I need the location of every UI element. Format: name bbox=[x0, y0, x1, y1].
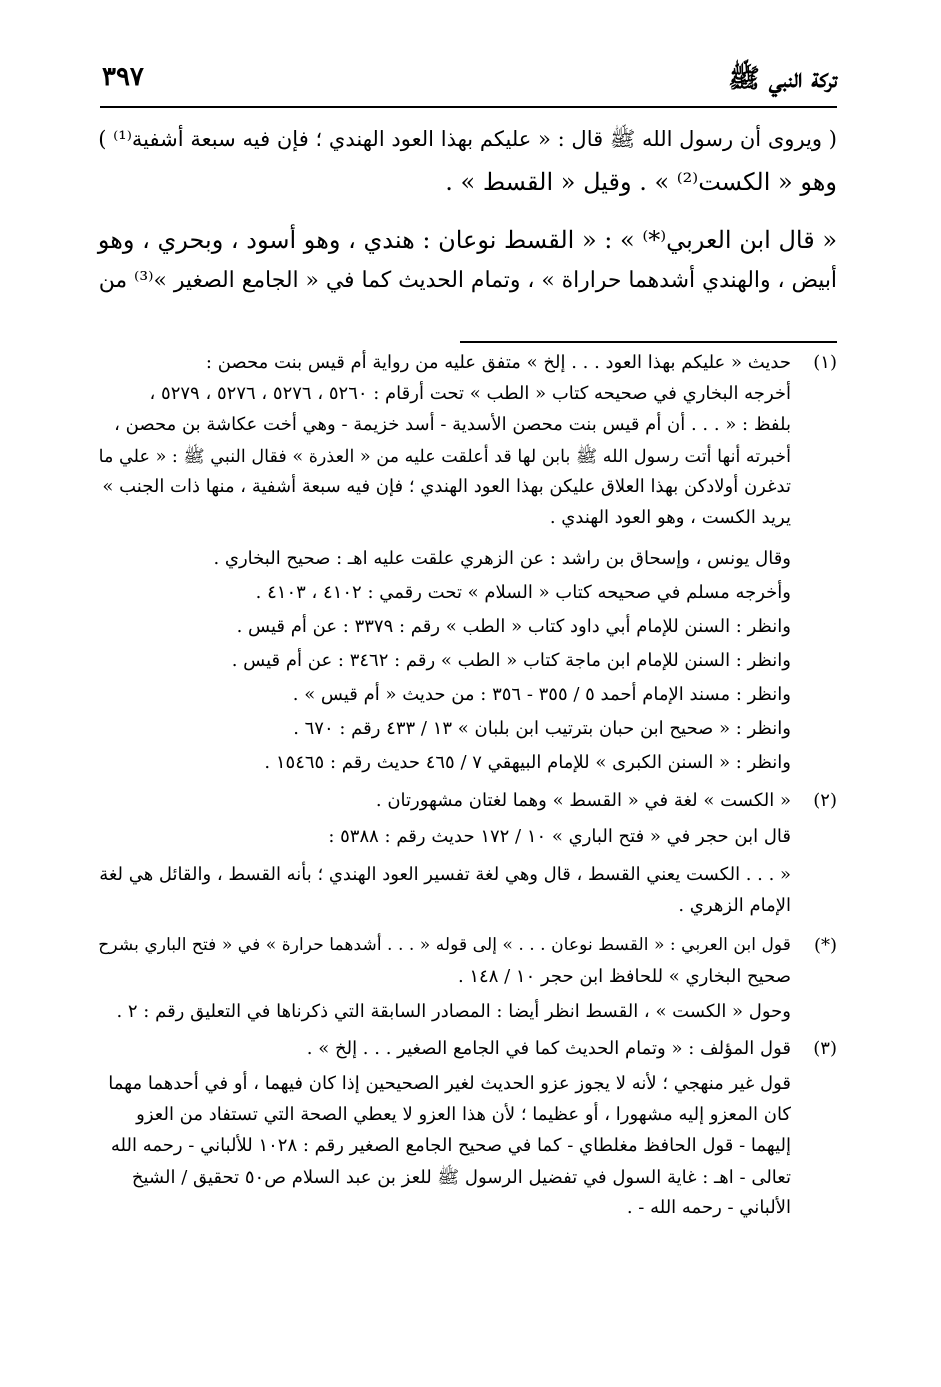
footnote-3-line: تعالى - اهـ : غاية السول في تفضيل الرسول ﷺ للعز بن عبد السلام ص٥٠ تحقيق / الشيخ bbox=[131, 1167, 791, 1188]
footnote-3-line: قول المؤلف : « وتمام الحديث كما في الجامع الصغير . . . إلخ » . bbox=[306, 1038, 791, 1059]
main-line-3: « قال ابن العربي⁽*⁾ » : « القسط نوعان : هندي ، وهو أسود ، وبحري ، وهو bbox=[97, 226, 837, 254]
footnote-1-line: تدغرن أولادكن بهذا العلاق عليكن بهذا العود الهندي ؛ فإن فيه سبعة أشفية ، منها ذات الجنب » bbox=[102, 476, 791, 497]
running-title: تركة النبي ﷺ bbox=[728, 64, 837, 94]
footnote-1-line: أخبرته أنها أتت رسول الله ﷺ بابن لها قد أعلقت عليه من « العذرة » فقال النبي ﷺ : « علي ما bbox=[98, 447, 791, 467]
footnote-1-line: وقال يونس ، وإسحاق بن راشد : عن الزهري علقت عليه اهـ : صحيح البخاري . bbox=[213, 548, 791, 569]
footnote-1-line: وانظر : السنن للإمام ابن ماجة كتاب « الطب » رقم : ٣٤٦٢ : عن أم قيس . bbox=[231, 650, 791, 671]
footnote-3-line: إليهما - قول الحافظ مغلطاي - كما في صحيح الجامع الصغير رقم : ١٠٢٨ للألباني - رحمه الله bbox=[110, 1135, 791, 1156]
footnote-1-line: حديث « عليكم بهذا العود . . . إلخ » متفق عليه من رواية أم قيس بنت محصن : bbox=[205, 352, 791, 373]
main-line-4: أبيض ، والهندي أشدهما حراراة » ، وتمام الحديث كما في « الجامع الصغير »⁽³⁾ من bbox=[98, 268, 837, 293]
footnote-3-line: قول غير منهجي ؛ لأنه لا يجوز عزو الحديث لغير الصحيحين إذا كان فيهما ، أو في أحدهما مهما bbox=[108, 1073, 791, 1094]
footnote-1-line: أخرجه البخاري في صحيحه كتاب « الطب » تحت أرقام : ٥٢٦٠ ، ٥٢٧٦ ، ٥٢٧٦ ، ٥٢٧٩ ، bbox=[149, 383, 791, 404]
footnote-label-3: (٣) bbox=[813, 1038, 837, 1059]
footnote-1-line: وانظر : « صحيح ابن حبان بترتيب ابن بلبان » ١٣ / ٤٣٣ رقم : ٦٧٠ . bbox=[293, 718, 791, 739]
footnote-1-line: وانظر : « السنن الكبرى » للإمام البيهقي ٧ / ٤٦٥ حديث رقم : ١٥٤٦٥ . bbox=[264, 752, 791, 773]
footnote-3-line: الألباني - رحمه الله - . bbox=[626, 1197, 791, 1218]
footnote-star-line: صحيح البخاري » للحافظ ابن حجر ١٠ / ١٤٨ . bbox=[457, 966, 791, 987]
footnote-label-2: (٢) bbox=[813, 790, 837, 811]
footnote-1-line: يريد الكست ، وهو العود الهندي . bbox=[549, 507, 791, 528]
header-rule bbox=[100, 106, 837, 108]
main-line-1: ( ويروى أن رسول الله ﷺ قال : « عليكم بهذا العود الهندي ؛ فإن فيه سبعة أشفية⁽¹⁾ ) bbox=[98, 126, 837, 151]
footnote-3-line: كان المعزو إليه مشهورا ، أو عظيما ؛ لأن هذا العزو لا يعطي الصحة التي تستفاد من العزو bbox=[136, 1104, 791, 1125]
footnote-2-line: قال ابن حجر في « فتح الباري » ١٠ / ١٧٢ حديث رقم : ٥٣٨٨ : bbox=[328, 826, 791, 847]
footnote-1-line: بلفظ : « . . . أن أم قيس بنت محصن الأسدية - أسد خزيمة - وهي أخت عكاشة بن محصن ، bbox=[114, 414, 791, 435]
footnote-2-line: « الكست » لغة في « القسط » وهما لغتان مشهورتان . bbox=[375, 790, 791, 811]
footnote-separator bbox=[460, 341, 837, 343]
footnote-2-line: « . . . الكست يعني القسط ، قال وهي لغة تفسير العود الهندي ؛ بأنه القسط ، والقائل هي لغة bbox=[99, 864, 791, 885]
footnote-1-line: وأخرجه مسلم في صحيحه كتاب « السلام » تحت رقمي : ٤١٠٢ ، ٤١٠٣ . bbox=[255, 582, 791, 603]
page-number: ٣٩٧ bbox=[102, 62, 144, 92]
footnote-label-star: (*) bbox=[813, 935, 837, 956]
footnote-2-line: الإمام الزهري . bbox=[678, 895, 791, 916]
footnote-star-line: وحول « الكست » ، القسط انظر أيضا : المصادر السابقة التي ذكرناها في التعليق رقم : ٢ . bbox=[116, 1001, 791, 1022]
footnote-star-line: قول ابن العربي : « القسط نوعان . . . » إلى قوله « . . . أشدهما حرارة » في « فتح الباري بشرح bbox=[98, 935, 791, 955]
footnote-1-line: وانظر : السنن للإمام أبي داود كتاب « الطب » رقم : ٣٣٧٩ : عن أم قيس . bbox=[236, 616, 791, 637]
footnote-1-line: وانظر : مسند الإمام أحمد ٥ / ٣٥٥ - ٣٥٦ : من حديث « أم قيس » . bbox=[292, 684, 791, 705]
footnote-label-1: (١) bbox=[813, 352, 837, 373]
main-line-2: وهو « الكست⁽²⁾ » . وقيل « القسط » . bbox=[445, 168, 837, 196]
